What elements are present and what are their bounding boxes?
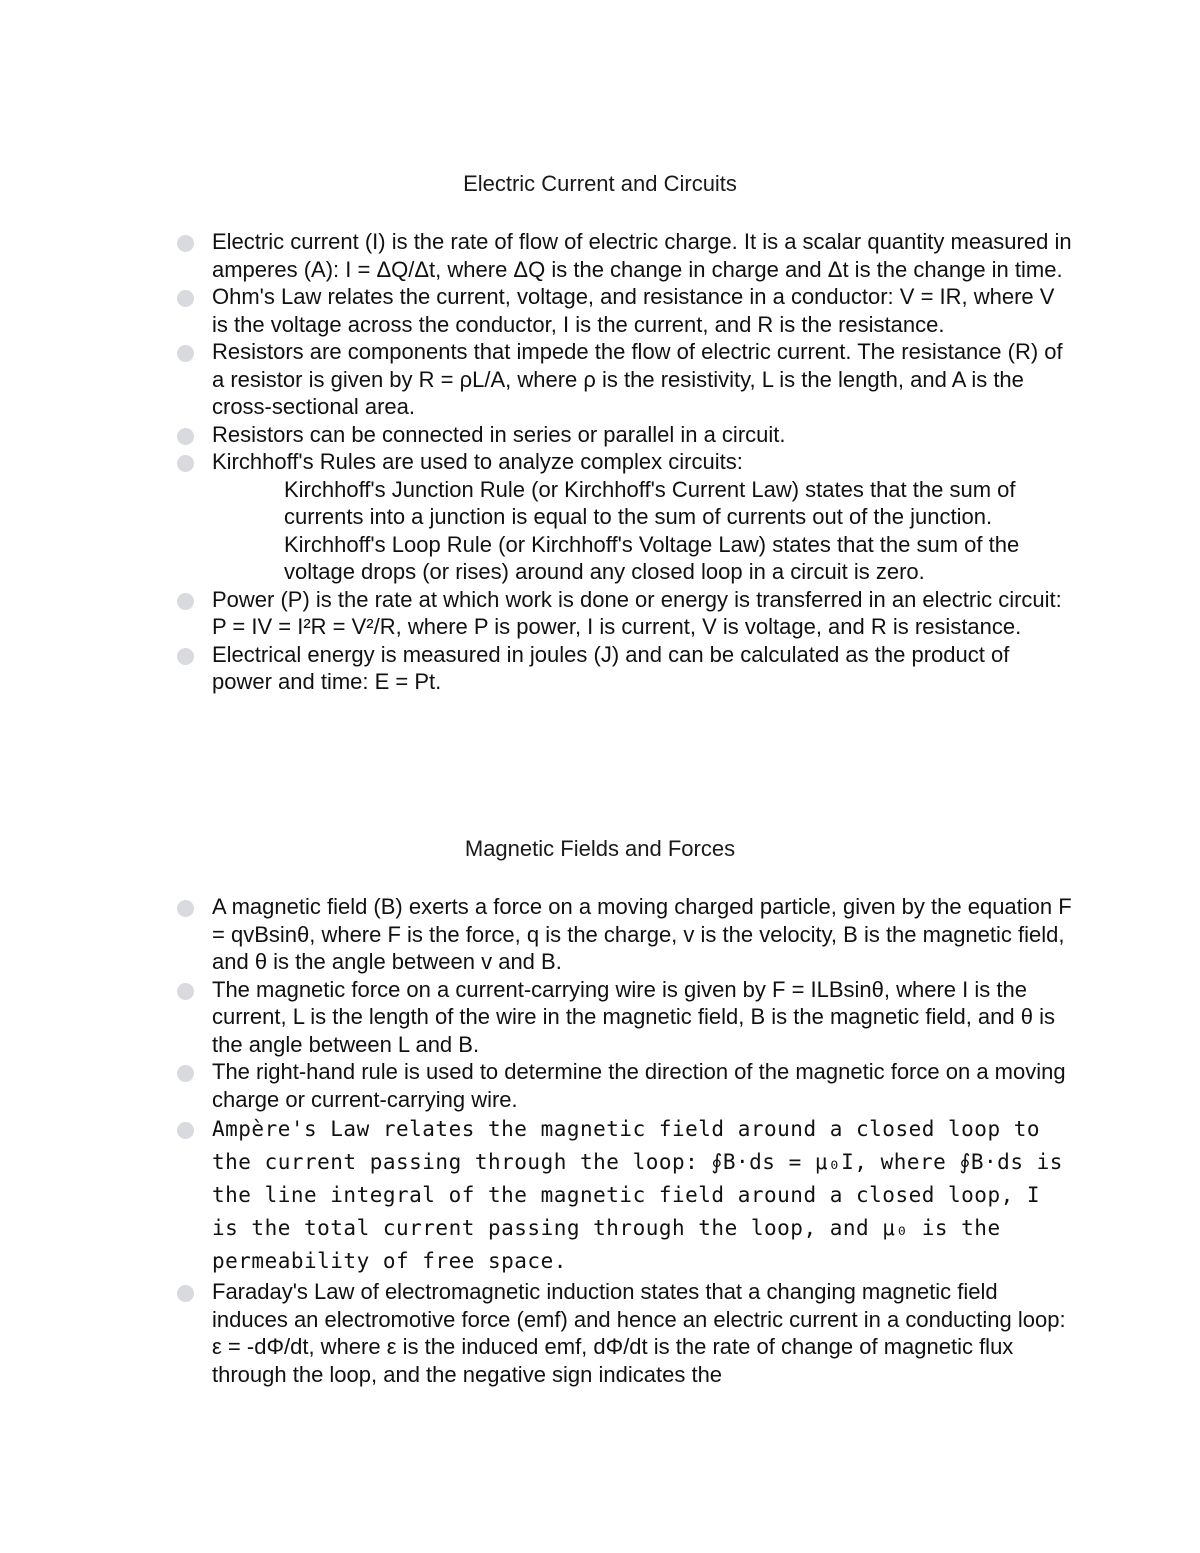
section-title-electric-current: Electric Current and Circuits xyxy=(463,171,737,196)
list-item xyxy=(0,228,1072,283)
list-item xyxy=(0,1058,1072,1113)
list-item-text: Electric current (I) is the rate of flow of electric charge. It is a scalar quantity measured in amperes (A): I = ΔQ/Δt, where ΔQ is the change in charge and Δt is the change in time. xyxy=(212,229,1072,282)
kirchhoff-junction-rule: Kirchhoff's Junction Rule (or Kirchhoff's Current Law) states that the sum of currents into a junction is equal to the sum of currents out of the junction. xyxy=(284,476,1016,529)
list-item xyxy=(0,1278,1072,1388)
list-item xyxy=(0,976,1072,1059)
bullet-icon xyxy=(177,455,194,472)
list-item-text: The right-hand rule is used to determine the direction of the magnetic force on a moving charge or current-carrying wire. xyxy=(212,1059,1066,1112)
kirchhoff-loop-rule: Kirchhoff's Loop Rule (or Kirchhoff's Voltage Law) states that the sum of the voltage drops (or rises) around any closed loop in a circuit is zero. xyxy=(284,531,1020,584)
list-item-text: Power (P) is the rate at which work is done or energy is transferred in an electric circuit: P = IV = I²R = V²/R, where P is power, I is current, V is voltage, and R is resistance. xyxy=(212,586,1062,639)
bullet-icon xyxy=(177,1285,194,1302)
list-item xyxy=(0,893,1072,976)
bullet-icon xyxy=(177,345,194,362)
list-item xyxy=(0,641,1072,696)
list-item-text: Resistors are components that impede the flow of electric current. The resistance (R) of a resistor is given by R = ρL/A, where ρ is the resistivity, L is the length, and A is the cross-sectional area. xyxy=(212,339,1063,419)
list-item-text: Resistors can be connected in series or parallel in a circuit. xyxy=(212,421,786,447)
electric-current-list xyxy=(0,228,1200,696)
list-item-text: Kirchhoff's Rules are used to analyze complex circuits: xyxy=(212,449,743,474)
magnetic-fields-list xyxy=(0,893,1200,1388)
list-item-text: Faraday's Law of electromagnetic induction states that a changing magnetic field induces an electromotive force (emf) and hence an electric current in a conducting loop: ε = -dΦ/dt, where ε is the induced emf, dΦ/dt is the rate of change of magnetic flux through the loop, and the negative sign indicates the xyxy=(212,1279,1066,1387)
list-item xyxy=(0,283,1072,338)
list-item xyxy=(0,586,1072,641)
list-item-text: A magnetic field (B) exerts a force on a moving charged particle, given by the equation F = qvBsinθ, where F is the force, q is the charge, v is the velocity, B is the magnetic field, and θ is the angle between v and B. xyxy=(212,894,1072,974)
section-title-magnetic-fields: Magnetic Fields and Forces xyxy=(464,836,736,861)
bullet-icon xyxy=(177,428,194,445)
list-item-text: Ohm's Law relates the current, voltage, and resistance in a conductor: V = IR, where V is the voltage across the conductor, I is the current, and R is the resistance. xyxy=(212,284,1055,337)
bullet-icon xyxy=(177,290,194,307)
list-item xyxy=(0,338,1072,421)
bullet-icon xyxy=(177,900,194,917)
bullet-icon xyxy=(177,593,194,610)
list-item xyxy=(0,448,1072,476)
list-item-text: Electrical energy is measured in joules (J) and can be calculated as the product of power and time: E = Pt. xyxy=(212,641,1010,694)
bullet-icon xyxy=(177,1065,194,1082)
bullet-icon xyxy=(177,1122,194,1139)
bullet-icon xyxy=(177,983,194,1000)
list-item-text: Ampère's Law relates the magnetic field around a closed loop to the current passing through the loop: ∮B·ds = μ₀I, where ∮B·ds is the line integral of the magnetic field around a closed loop, I is the total current passing through the loop, and μ₀ is the permeability of free space. xyxy=(212,1117,1063,1273)
list-item-amperes-law xyxy=(0,1113,1072,1278)
bullet-icon xyxy=(177,235,194,252)
list-item-text: The magnetic force on a current-carrying wire is given by F = ILBsinθ, where I is the current, L is the length of the wire in the magnetic field, B is the magnetic field, and θ is the angle between L and B. xyxy=(212,976,1055,1057)
list-item xyxy=(0,421,1072,449)
bullet-icon xyxy=(177,648,194,665)
